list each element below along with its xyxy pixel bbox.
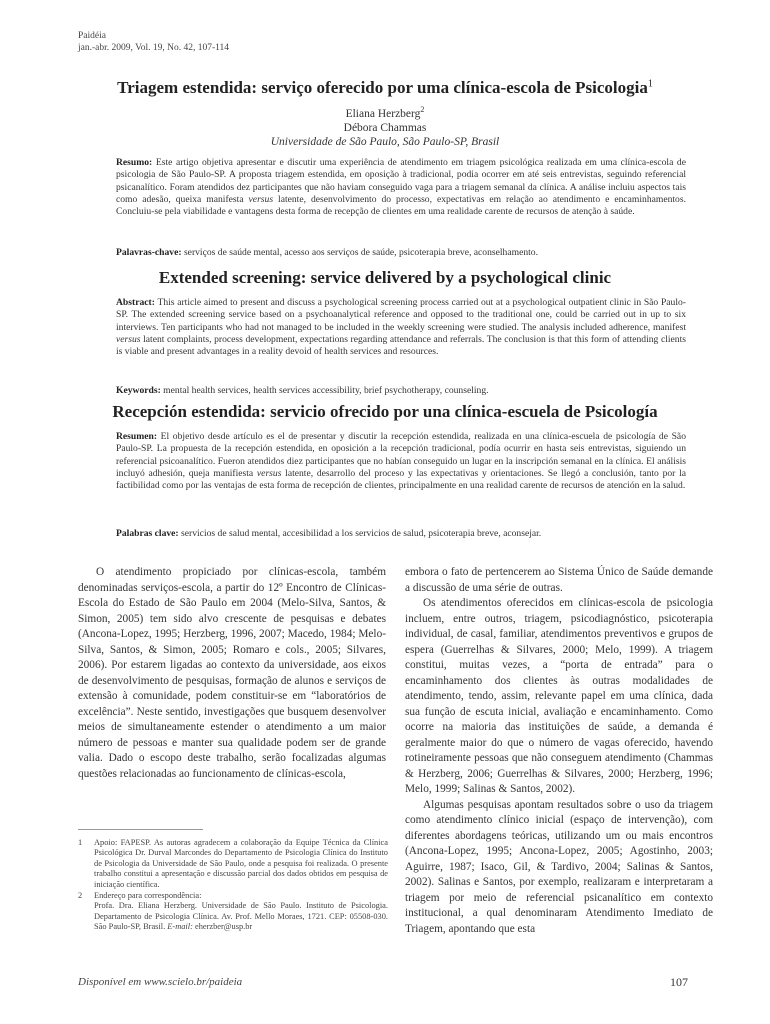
body-paragraph: O atendimento propiciado por clínicas-escola, também denominadas serviços-escola, a partir do 12º Encontro de Clínicas-Escola do Estado de São Paulo em 2004 (Melo-Silva, Santos, & Simon, 2005) tem sido alvo crescente de pesquisas e debates (Ancona-Lopez, 1995; Herzberg, 1996, 2007; Macedo, 1984; Melo-Silva, Santos, & Simon, 2005; Romaro e cols., 2005; Silvares, 2006). Por estarem ligadas ao contexto da universidade, aos eixos de desenvolvimento de pesquisas, formação de alunos e serviços de extensão à comunidade, podem constituir-se em “laboratórios de excelência”. Neste sentido, investigações que busquem desenvolver meios de simultaneamente estender o atendimento a um maior número de pessoas e manter sua qualidade podem ser de grande valia. Dado o escopo deste trabalho, serão focalizadas algumas questões relacionadas ao funcionamento de clínicas-escola, <box>78 566 386 780</box>
abstract-en-text-2: latent complaints, process development, expectations regarding attendance and referrals. The conclusion is that this form of attending clients is viable and present advantages in a reality devoid of health services and resources. <box>116 333 686 358</box>
footnote-2-text: Profa. Dra. Eliana Herzberg. Universidade de São Paulo. Instituto de Psicologia. Departamento de Psicologia Clínica. Av. Prof. Mello Moraes, 1721. CEP: 05508-030. São Paulo-SP, Brasil. <box>94 901 388 932</box>
body-paragraph: Algumas pesquisas apontam resultados sobre o uso da triagem como atendimento clínico inicial (espaço de intervenção), com diferentes abordagens teóricas, utilizando um ou mais encontros (Ancona-Lopez, 1995; Ancona-Lopez, 2005; Agostinho, 2003; Aguirre, 1987; Isaco, Gil, & Tardivo, 2004; Salinas & Santos, 2002). Salinas e Santos, por exemplo, realizaram e interpretaram a triagem por meio de referencial psicanalítico em contexto institucional, a qual denominaram Atendimento Imediato de Triagem, apontando que esta <box>405 798 713 935</box>
title-footnote-marker: 1 <box>647 78 653 90</box>
footnote-2-number: 2 <box>78 891 83 901</box>
keywords-english <box>116 385 686 397</box>
abstract-es-text: El objetivo desde artículo es el de presentar y discutir la recepción estendida, realizada en una clínica-escuela de psicología de São Paulo-SP. La propuesta de la recepción estendida, en oposición a la recepción tradicional, podía ocurrir en hasta seis entrevistas, siguiendo un referencial psicoanalítico. Fueron atendidos diez participantes que no habían conseguido un lugar en la inscripción semanal en la clínica. El análisis incluyó adhesión, queja manifiesta <box>116 431 686 479</box>
title-portuguese-text: Triagem estendida: serviço oferecido por uma clínica-escola de Psicologia <box>117 78 648 97</box>
abstract-es-label: Resumen: <box>116 431 158 442</box>
keywords-portuguese <box>116 247 686 259</box>
keywords-pt-text: serviços de saúde mental, acesso aos serviços de saúde, psicoterapia breve, aconselhamento. <box>183 247 538 258</box>
footnote-1-number: 1 <box>78 838 83 847</box>
body-column-left <box>78 565 386 830</box>
abstract-en-italic: versus <box>116 333 141 345</box>
footnote-2-email[interactable]: eherzber@usp.br <box>192 922 253 932</box>
title-english: Extended screening: service delivered by a psychological clinic <box>158 268 612 287</box>
page-number: 107 <box>670 975 688 989</box>
footnotes <box>78 838 388 934</box>
author-2: Débora Chammas <box>343 121 427 134</box>
availability-link[interactable]: Disponível em www.scielo.br/paideia <box>78 976 243 988</box>
abstract-spanish <box>116 431 686 492</box>
abstract-en-text: This article aimed to present and discuss a psychological screening process carried out at a psychological outpatient clinic in São Paulo-SP. The extended screening service based on a psychoanalytical reference and opposed to the traditional one, could be carried out in up to six interviews. Ten participants who had not managed to be included in the weekly screening were studied. The analysis included adherence, manifest <box>116 297 686 333</box>
abstract-portuguese <box>116 157 686 218</box>
abstract-pt-label: Resumo: <box>116 157 153 168</box>
abstract-pt-text: Este artigo objetiva apresentar e discutir uma experiência de atendimento em triagem psicológica realizada em uma clínica-escola de psicologia de São Paulo-SP. A proposta triagem estendida, em oposição à tradicional, podia ocorrer em até seis entrevistas, seguindo referencial psicanalítico. Foram atendidos dez participantes que não haviam conseguido vaga para a triagem semanal da clínica. A análise incluiu aspectos tais como adesão, queixa manifesta <box>116 157 686 205</box>
abstract-pt-italic: versus <box>248 193 274 205</box>
body-paragraph-continued: embora o fato de pertencerem ao Sistema Único de Saúde demande a discussão de uma série de outras. <box>405 566 713 594</box>
running-header <box>78 30 229 54</box>
abstract-es-italic: versus <box>256 467 282 479</box>
institution: Universidade de São Paulo, São Paulo-SP, Brasil <box>270 135 500 148</box>
title-spanish: Recepción estendida: servicio ofrecido por una clínica-escuela de Psicología <box>112 402 658 421</box>
footnote-1-text: Apoio: FAPESP. As autoras agradecem a colaboração da Equipe Técnica da Clínica Psicológica Dr. Durval Marcondes do Departamento de Psicologia Clínica do Instituto de Psicologia da Universidade de São Paulo, onde a pesquisa foi realizada. O presente trabalho constitui a apresentação e discussão parcial dos dados obtidos em pesquisa de iniciação científica. <box>94 838 388 889</box>
author-1-footnote-marker: 2 <box>420 105 425 114</box>
keywords-es-text: servicios de salud mental, accesibilidad a los servicios de salud, psicoterapia breve, aconsejar. <box>181 528 542 539</box>
abstract-es-text-2: latente, desarrollo del proceso y las expectativas y orientaciones. Se llegó a conclusión, tanto por la factibilidad como por las ventajas de esta forma de recepción de clientes, principalmente en una realidad carente de recursos de atención en la salud. <box>116 467 687 492</box>
footnote-1 <box>78 838 388 890</box>
abstract-english <box>116 297 686 358</box>
body-paragraph: Os atendimentos oferecidos em clínicas-escola de psicologia incluem, entre outros, triagem, psicodiagnóstico, psicoterapia individual, de casal, familiar, atendimentos preventivos e grupos de espera (Guerrelhas & Silvares, 2000; Melo, 1999). A triagem constitui, muitas vezes, a “porta de entrada” para o encaminhamento dos clientes às outras modalidades de atendimento, tendo, assim, relevante papel em uma clínica, dada sua função de escuta inicial, avaliação e encaminhamento. Como ocorre na maioria das instituições de saúde, a demanda é geralmente maior do que o número de vagas oferecido, havendo rotineiramente pessoas que não conseguem atendimento (Chammas & Herzberg, 2006; Guerrelhas & Silvares, 2000; Herzberg, 1996; Melo, 1999; Salinas & Santos, 2002). <box>405 597 713 795</box>
issue-info: jan.-abr. 2009, Vol. 19, No. 42, 107-114 <box>78 43 230 53</box>
abstract-pt-text-2: latente, desenvolvimento do processo, expectativas em relação ao atendimento e encaminhamentos. Concluiu-se pela viabilidade e vantagens desta forma de recepção de clientes em uma realidade carente de recursos de atenção à saúde. <box>116 193 686 218</box>
keywords-en-text: mental health services, health services accessibility, brief psychotherapy, counseling. <box>163 385 489 396</box>
keywords-en-label: Keywords: <box>116 385 161 396</box>
author-1 <box>0 103 770 121</box>
footnote-divider <box>78 829 203 830</box>
footnote-2 <box>78 891 388 933</box>
keywords-spanish <box>116 528 686 540</box>
abstract-en-label: Abstract: <box>116 297 155 308</box>
body-column-right <box>405 565 713 989</box>
footnote-2-email-label: E-mail: <box>167 922 193 932</box>
keywords-es-label: Palabras clave: <box>116 528 179 539</box>
footnote-2-label: Endereço para correspondência: <box>94 891 202 901</box>
author-block <box>0 103 770 149</box>
keywords-pt-label: Palavras-chave: <box>116 247 182 258</box>
author-1-name: Eliana Herzberg <box>345 107 421 120</box>
journal-name: Paidéia <box>78 31 106 41</box>
title-portuguese <box>0 78 770 98</box>
